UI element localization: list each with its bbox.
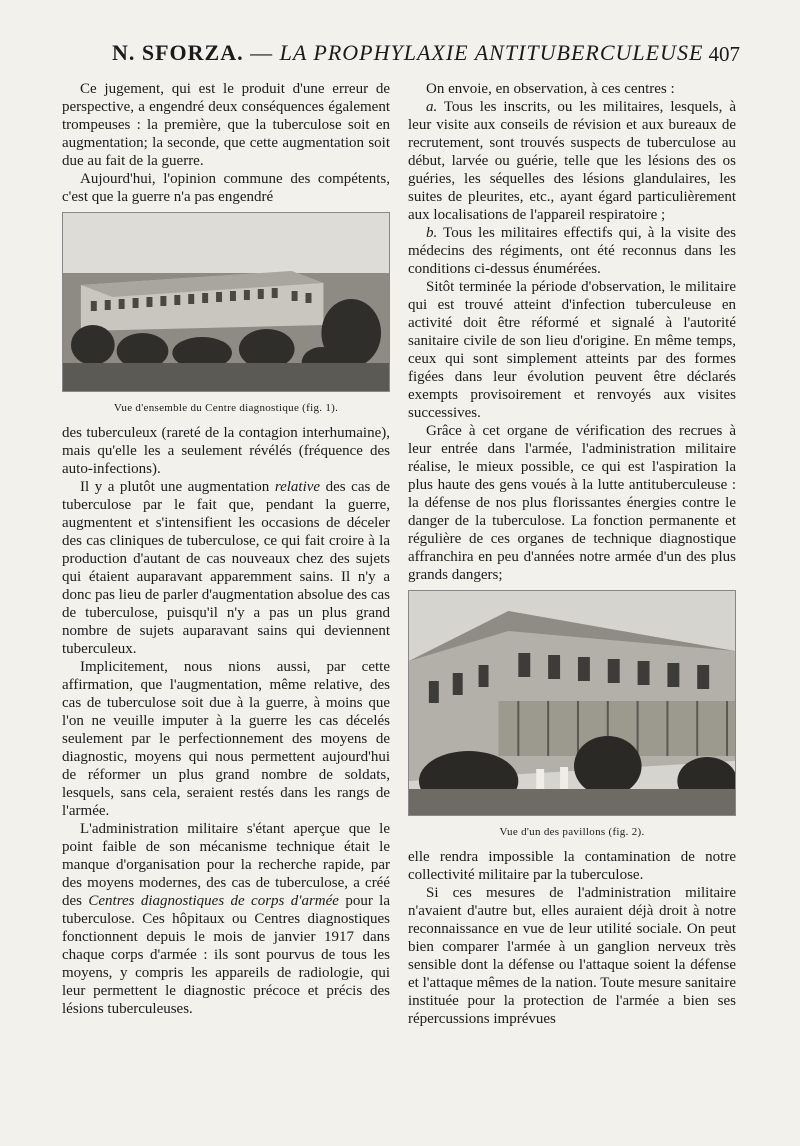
header-title bbox=[112, 40, 703, 66]
paragraph: Sitôt terminée la période d'observation, le militaire qui est trouvé atteint d'infection tuberculeuse en activité doit être réformé et signalé à l'autorité sanitaire civile de son lieu d'origine. En même temps, ceux qui sont simplement atteints par des formes figées dans leur évolution peuvent être déclarés exempts provisoirement et renvoyés aux visites successives. bbox=[408, 279, 736, 421]
right-column bbox=[408, 80, 736, 1028]
pavilion-illustration bbox=[409, 591, 735, 815]
figure-2-caption: Vue d'un des pavillons (fig. 2). bbox=[499, 826, 645, 838]
paragraph: des tuberculeux (rareté de la contagion interhumaine), mais qu'elle les a seulement révélés (fréquence des auto-infections). bbox=[62, 425, 390, 477]
figure-2 bbox=[408, 590, 736, 838]
header-dash: — bbox=[243, 40, 280, 65]
paragraph bbox=[62, 820, 390, 1018]
text-run: Tous les inscrits, ou les militaires, lesquels, à leur visite aux conseils de révision et aux bureaux de recrutement, sont trouvés suspects de tuberculose au début, larvée ou guérie, telle que les lésions des os guéries, les séquelles des lésions glandulaires, les suites de pleurites, etc., ayant égard particulièrement aux localisations de l'appareil respiratoire ; bbox=[408, 99, 736, 223]
paragraph bbox=[408, 224, 736, 278]
header-author: N. SFORZA. bbox=[112, 40, 244, 65]
paragraph bbox=[408, 98, 736, 224]
page-number: 407 bbox=[708, 42, 740, 66]
list-marker: a. bbox=[426, 99, 438, 115]
paragraph: Implicitement, nous nions aussi, par cette affirmation, que l'augmentation, même relative, des cas de tuberculose soit due à la guerre, à moins que l'on ne veuille imputer à la guerre les cas décelés seulement par le perfectionnement des moyens de diagnostic, moyens qui nous permettent aujourd'hui de réformer un plus grand nombre de soldats, lesquels, sans cela, seraient restés dans les rangs de l'armée. bbox=[62, 659, 390, 819]
paragraph: Grâce à cet organe de vérification des recrues à leur entrée dans l'armée, l'administration militaire réalise, le mieux possible, ce qui est l'aspiration la plus haute des gens voués à la lutte antituberculeuse : la défense de nos plus florissantes énergies contre le danger de la tuberculose. La fonction permanente et régulière de ces organes de technique diagnostique affranchira en peu d'années notre armée d'un des plus grands dangers; bbox=[408, 423, 736, 583]
text-run: Tous les militaires effectifs qui, à la visite des médecins des régiments, ont été reconnus dans les conditions ci-dessus énumérées. bbox=[408, 225, 736, 277]
paragraph: Ce jugement, qui est le produit d'une erreur de perspective, a engendré deux conséquences également trompeuses : la première, que la tuberculose soit en augmentation; la seconde, que cette augmentation soit due au fait de la guerre. bbox=[62, 81, 390, 169]
paragraph: elle rendra impossible la contamination de notre collectivité militaire par la tuberculose. bbox=[408, 849, 736, 883]
left-column bbox=[62, 80, 390, 1018]
figure-1-photo bbox=[62, 212, 390, 392]
paragraph: Aujourd'hui, l'opinion commune des compétents, c'est que la guerre n'a pas engendré bbox=[62, 171, 390, 205]
text-run: Il y a plutôt une augmentation bbox=[80, 479, 275, 495]
paragraph bbox=[62, 478, 390, 658]
list-marker: b. bbox=[426, 225, 438, 241]
emphasis: relative bbox=[274, 479, 321, 495]
text-run: L'administration militaire s'étant aperçue que le point faible de son mécanisme technique était le manque d'organisation pour la recherche rapide, par des moyens modernes, des cas de tuberculose, a créé des bbox=[62, 821, 390, 909]
header-subtitle: LA PROPHYLAXIE ANTITUBERCULEUSE bbox=[279, 40, 704, 65]
emphasis: Centres diagnostiques de corps d'armée bbox=[88, 893, 339, 909]
running-header bbox=[60, 40, 740, 74]
text-run: des cas de tuberculose par le fait que, pendant la guerre, augmentent et s'intensifient les occasions de déceler des cas cliniques de tuberculose, ce qui fait croire à la production d'autant de cas nouveaux chez des sujets qui étaient auparavant apparemment sains. Il n'y a donc pas lieu de parler d'augmentation absolue des cas de tuberculose, puisqu'il n'y a pas un plus grand nombre de sujets auparavant sains qui deviennent tuberculeux. bbox=[62, 479, 390, 657]
paragraph: Si ces mesures de l'administration militaire n'avaient d'autre but, elles auraient déjà droit à notre reconnaissance en vue de leur utilité sociale. On peut bien comparer l'armée à un ganglion nerveux très sensible dont la défense ou l'attaque soient la défense et l'attaque mêmes de la nation. Toute mesure sanitaire instituée pour la protection de l'armée a bien ses répercussions imprévues bbox=[408, 885, 736, 1027]
text-run: pour la tuberculose. Ces hôpitaux ou Centres diagnostiques fonctionnent depuis le mois de janvier 1917 dans chaque corps d'armée : ils sont pourvus de tous les moyens, y compris les appareils de radiologie, qui leur permettent le diagnostic précoce et précis des lésions tuberculeuses. bbox=[62, 893, 391, 1017]
building-overview-illustration bbox=[63, 213, 389, 391]
figure-2-photo bbox=[408, 590, 736, 816]
paragraph: On envoie, en observation, à ces centres : bbox=[426, 81, 675, 97]
figure-1 bbox=[62, 212, 390, 414]
figure-1-caption: Vue d'ensemble du Centre diagnostique (fig. 1). bbox=[113, 402, 339, 414]
